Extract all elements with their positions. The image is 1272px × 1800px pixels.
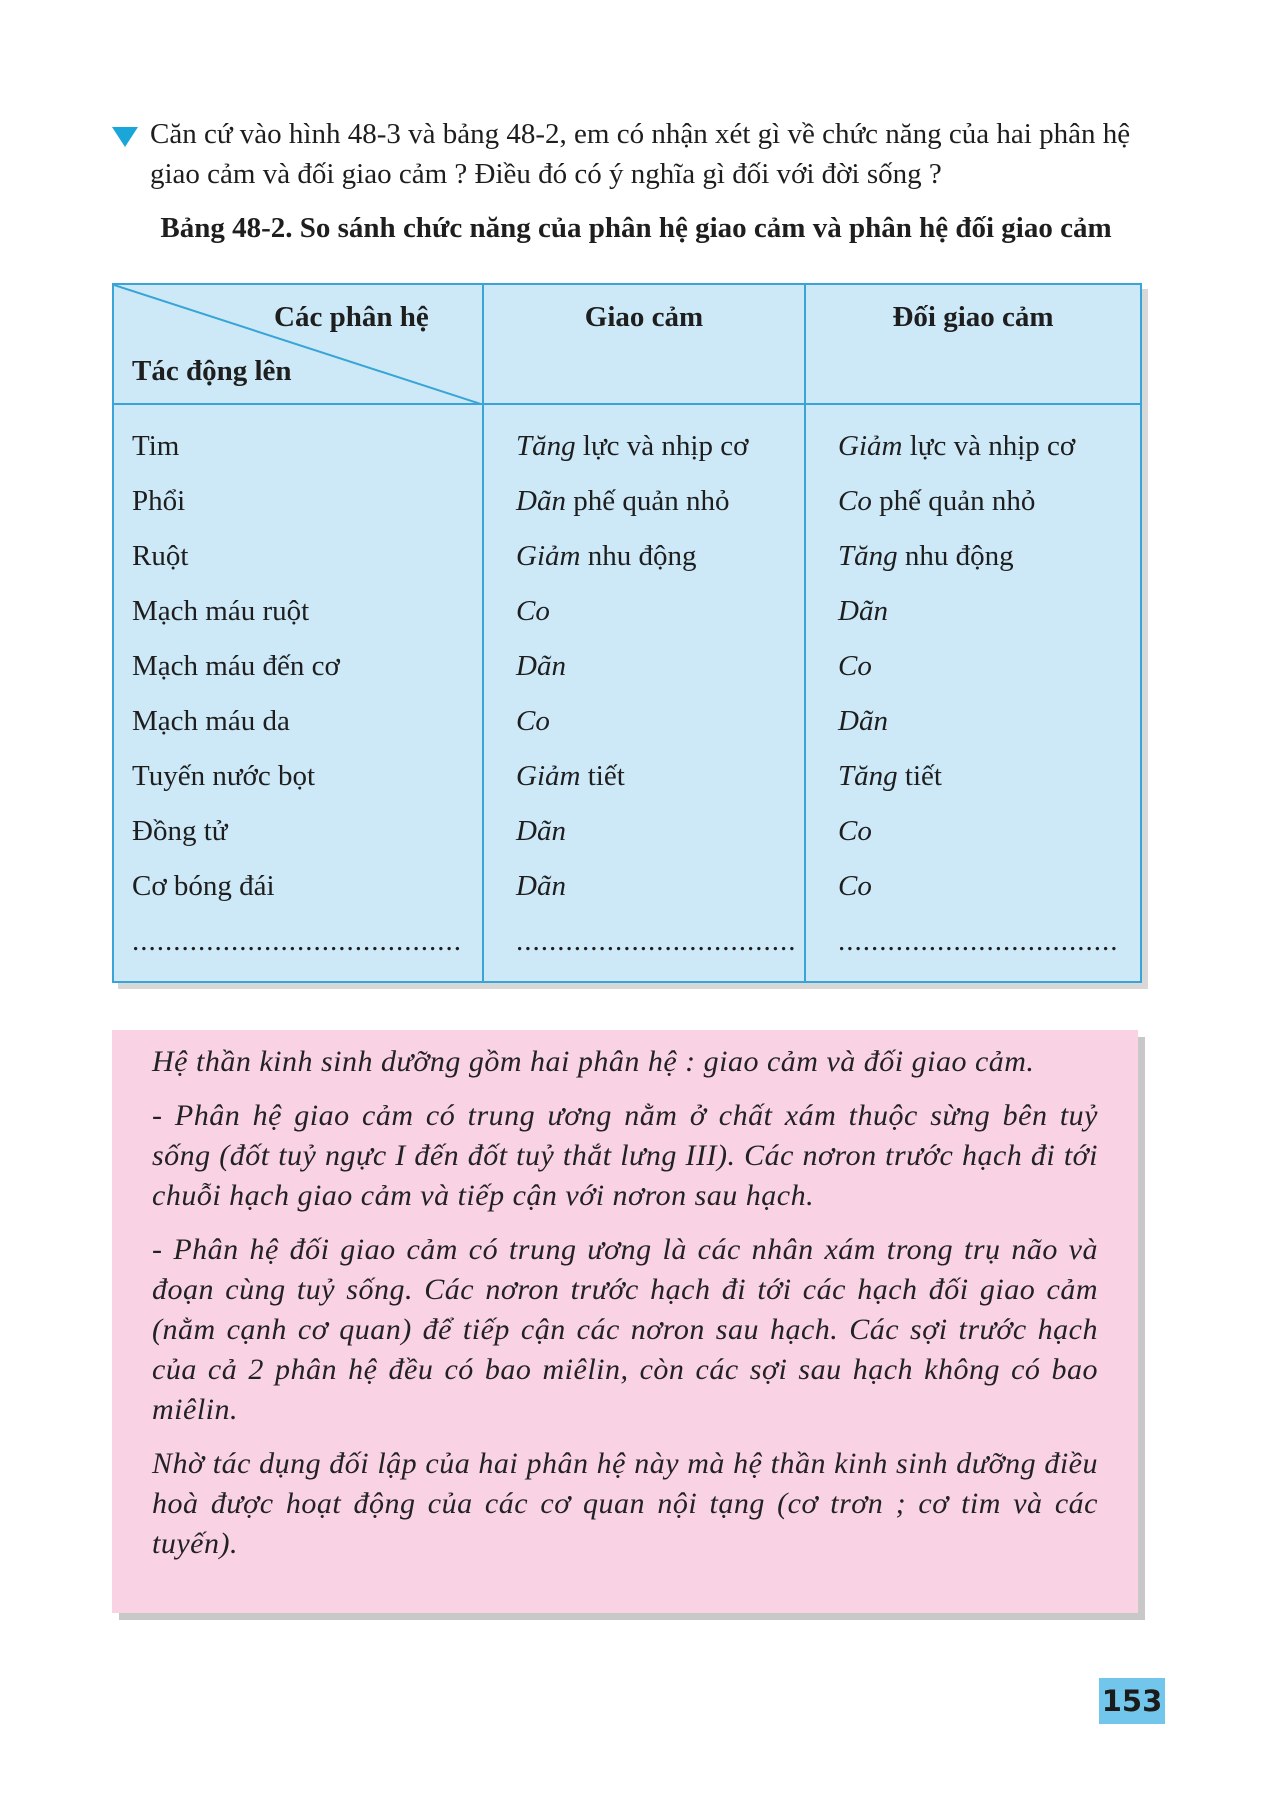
- sympathetic-cell: Dãn: [483, 859, 805, 914]
- dots-cell: ..................................: [483, 914, 805, 982]
- sympathetic-cell: Tăng lực và nhịp cơ: [483, 404, 805, 474]
- organ-cell: Tim: [113, 404, 483, 474]
- parasympathetic-cell: Co: [805, 859, 1141, 914]
- sympathetic-cell: Giảm tiết: [483, 749, 805, 804]
- sympathetic-cell: Dãn: [483, 639, 805, 694]
- sympathetic-cell: Dãn phế quản nhỏ: [483, 474, 805, 529]
- sympathetic-cell: Co: [483, 584, 805, 639]
- parasympathetic-cell: Co: [805, 804, 1141, 859]
- header-affects-label: Tác động lên: [132, 355, 292, 387]
- diagonal-header-cell: [113, 284, 483, 404]
- header-parasympathetic: Đối giao cảm: [805, 284, 1141, 404]
- table-row-placeholder: [113, 914, 1141, 982]
- organ-cell: Mạch máu ruột: [113, 584, 483, 639]
- summary-paragraph: Hệ thần kinh sinh dưỡng gồm hai phân hệ : giao cảm và đối giao cảm.: [152, 1045, 1035, 1078]
- triangle-bullet-icon: [112, 127, 138, 147]
- parasympathetic-cell: Co phế quản nhỏ: [805, 474, 1141, 529]
- table-row: [113, 749, 1141, 804]
- header-sympathetic: Giao cảm: [483, 284, 805, 404]
- table-row: [113, 804, 1141, 859]
- parasympathetic-cell: Co: [805, 639, 1141, 694]
- header-subsystems-label: Các phân hệ: [274, 301, 429, 333]
- parasympathetic-cell: Dãn: [805, 584, 1141, 639]
- table-row: [113, 404, 1141, 474]
- page-number: 153: [1099, 1678, 1165, 1724]
- table-caption: Bảng 48-2. So sánh chức năng của phân hệ giao cảm và phân hệ đối giao cảm: [160, 212, 1112, 244]
- parasympathetic-cell: Dãn: [805, 694, 1141, 749]
- organ-cell: Mạch máu da: [113, 694, 483, 749]
- summary-paragraph: Nhờ tác dụng đối lập của hai phân hệ này mà hệ thần kinh sinh dưỡng điều hoà được hoạt động của các cơ quan nội tạng (cơ trơn ; cơ tim và các tuyến).: [152, 1447, 1098, 1560]
- table-row: [113, 859, 1141, 914]
- dots-cell: ..................................: [805, 914, 1141, 982]
- question-text: Căn cứ vào hình 48-3 và bảng 48-2, em có nhận xét gì về chức năng của hai phân hệ giao cảm và đối giao cảm ? Điều đó có ý nghĩa gì đối với đời sống ?: [150, 118, 1131, 190]
- summary-paragraph: - Phân hệ đối giao cảm có trung ương là các nhân xám trong trụ não và đoạn cùng tuỷ sống. Các nơron trước hạch đi tới các hạch đối giao cảm (nằm cạnh cơ quan) để tiếp cận các nơron sau hạch. Các sợi trước hạch của cả 2 phân hệ đều có bao miêlin, còn các sợi sau hạch không có bao miêlin.: [152, 1233, 1098, 1426]
- comparison-table-wrapper: [112, 283, 1142, 983]
- table-row: [113, 529, 1141, 584]
- dots-cell: ........................................: [113, 914, 483, 982]
- sympathetic-cell: Dãn: [483, 804, 805, 859]
- summary-paragraph: - Phân hệ giao cảm có trung ương nằm ở chất xám thuộc sừng bên tuỷ sống (đốt tuỷ ngực I đến đốt tuỷ thắt lưng III). Các nơron trước hạch đi tới chuỗi hạch giao cảm và tiếp cận với nơron sau hạch.: [152, 1099, 1098, 1212]
- table-row: [113, 584, 1141, 639]
- question-block: [112, 114, 1172, 194]
- comparison-table: [112, 283, 1142, 983]
- organ-cell: Đồng tử: [113, 804, 483, 859]
- table-row: [113, 694, 1141, 749]
- sympathetic-cell: Giảm nhu động: [483, 529, 805, 584]
- table-header-row: [113, 284, 1141, 404]
- organ-cell: Ruột: [113, 529, 483, 584]
- organ-cell: Cơ bóng đái: [113, 859, 483, 914]
- organ-cell: Mạch máu đến cơ: [113, 639, 483, 694]
- parasympathetic-cell: Giảm lực và nhịp cơ: [805, 404, 1141, 474]
- table-row: [113, 474, 1141, 529]
- table-row: [113, 639, 1141, 694]
- parasympathetic-cell: Tăng tiết: [805, 749, 1141, 804]
- sympathetic-cell: Co: [483, 694, 805, 749]
- organ-cell: Tuyến nước bọt: [113, 749, 483, 804]
- parasympathetic-cell: Tăng nhu động: [805, 529, 1141, 584]
- summary-box: [112, 1030, 1138, 1613]
- organ-cell: Phổi: [113, 474, 483, 529]
